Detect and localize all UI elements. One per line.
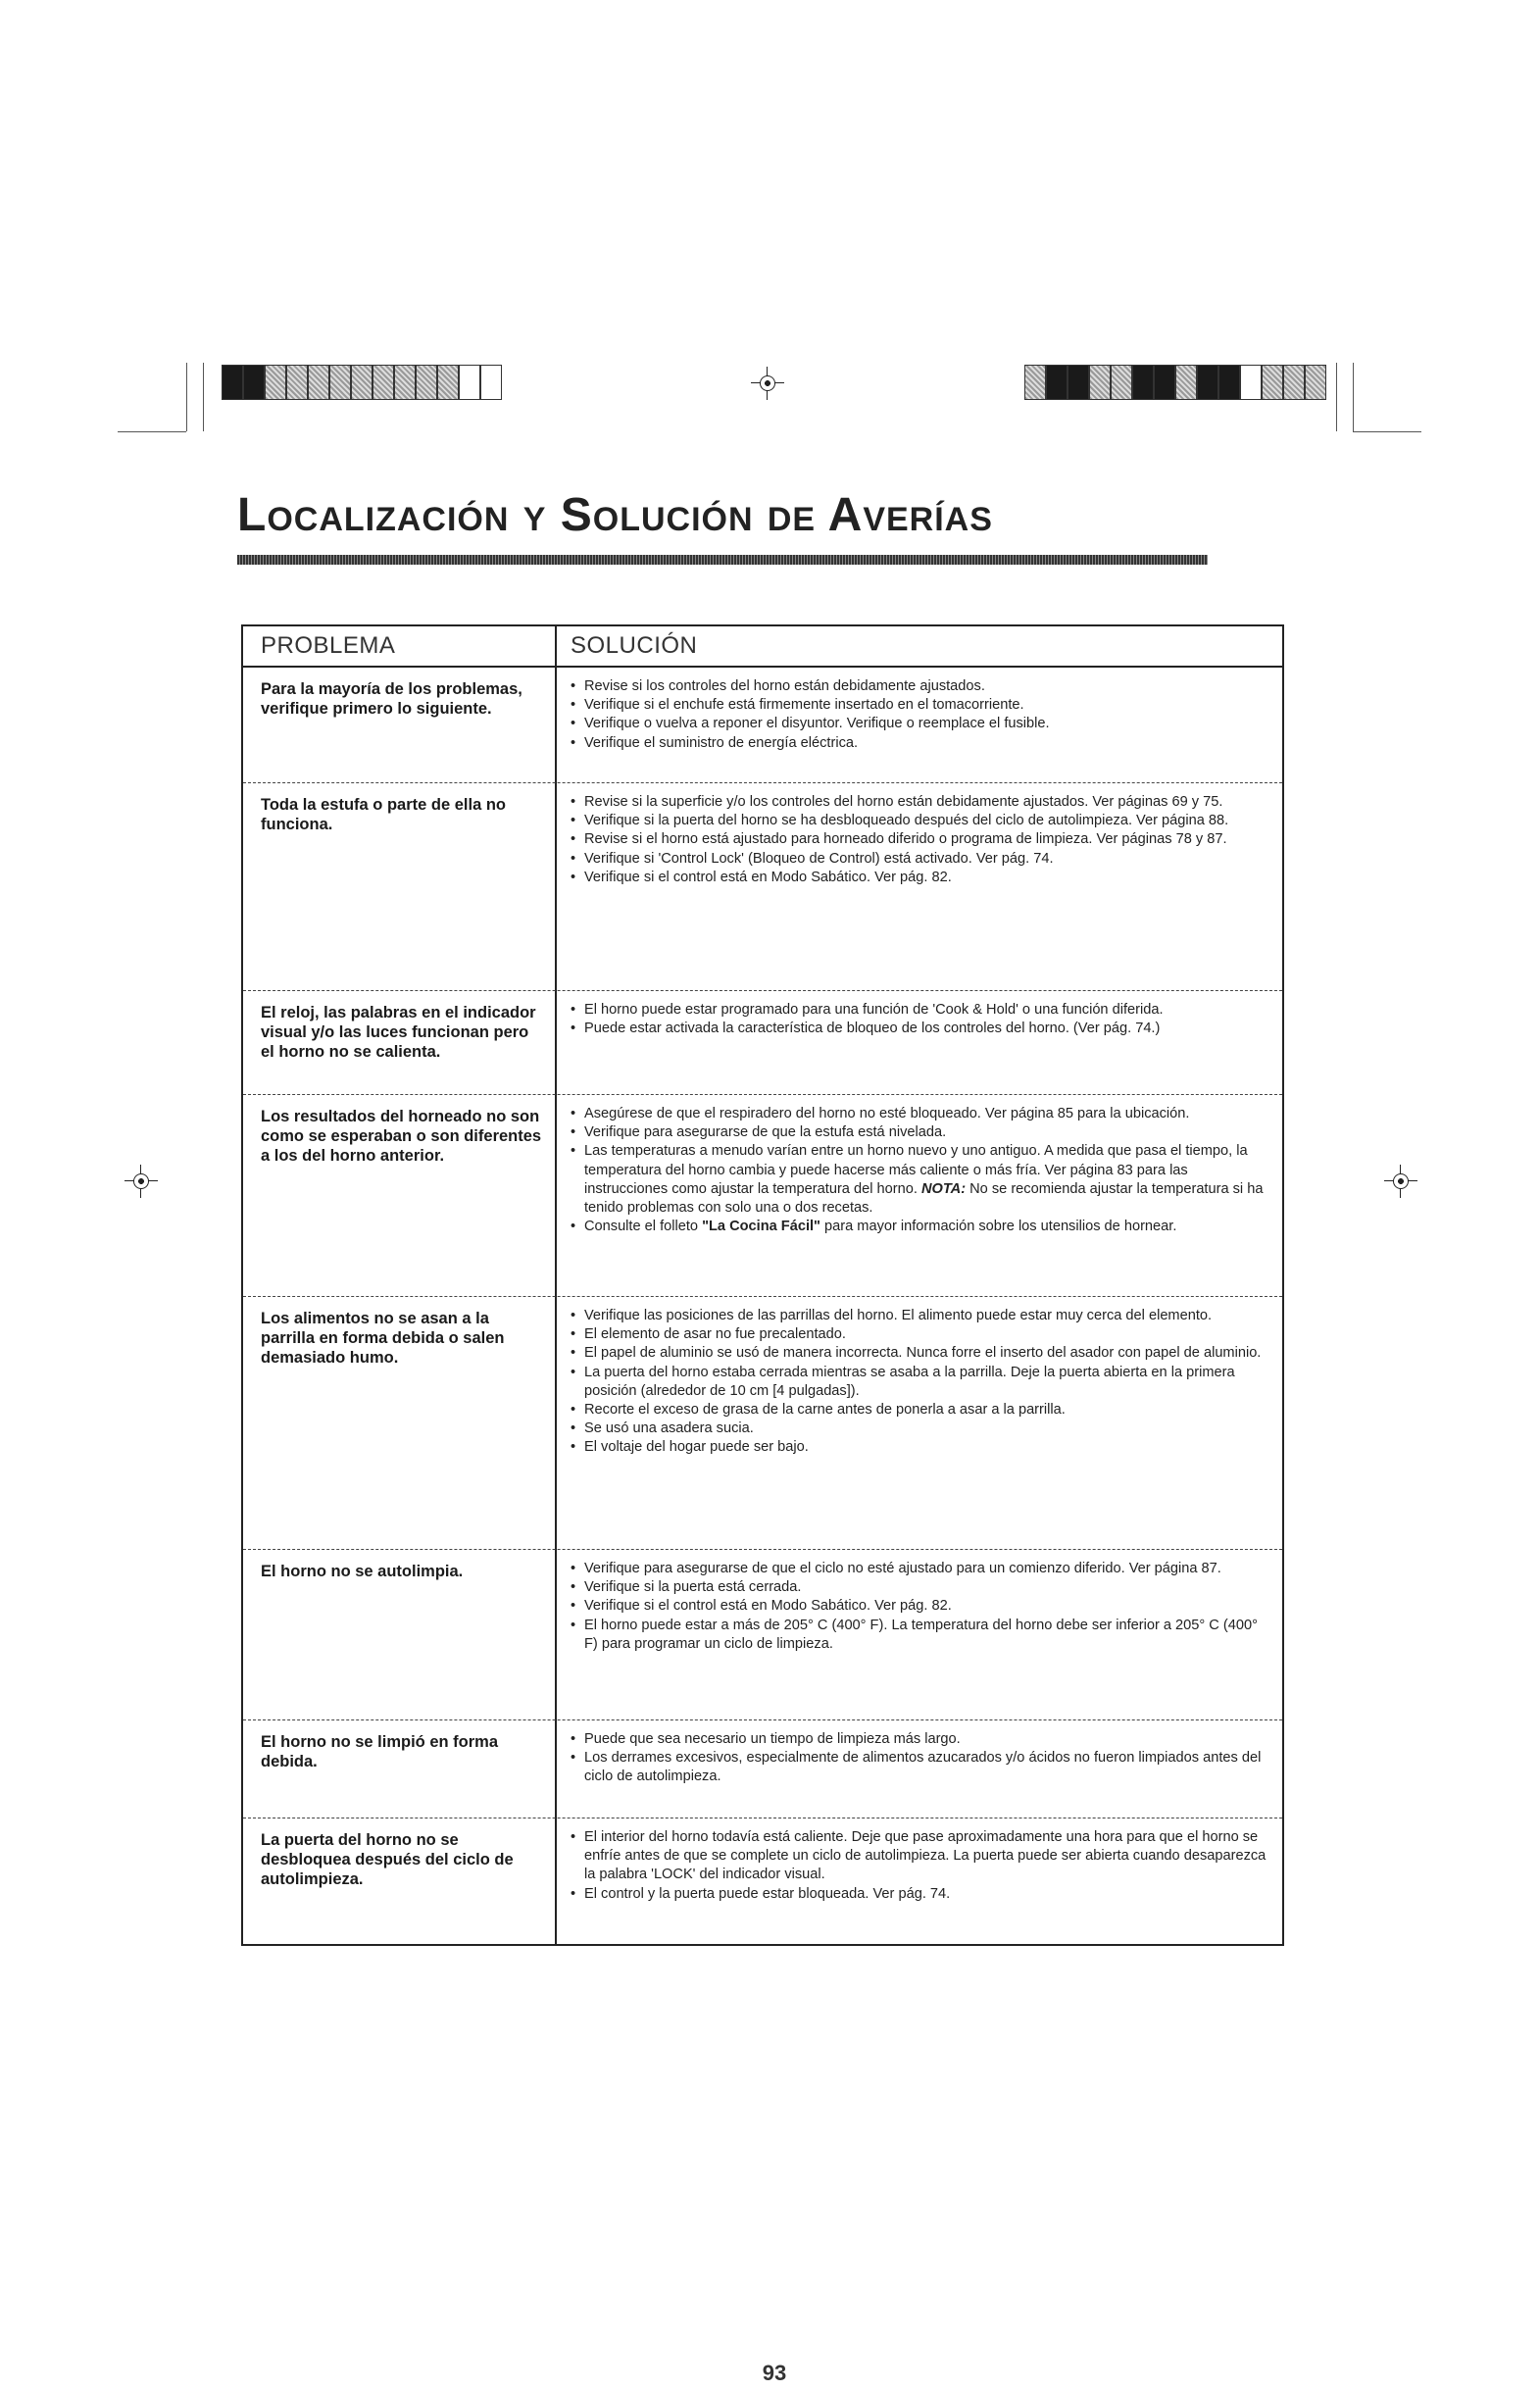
crop-mark [1353, 431, 1421, 432]
solution-item: • Se usó una asadera sucia. [571, 1420, 1271, 1438]
solution-item: • El interior del horno todavía está caliente. Deje que pase aproximadamente una hora para que el horno se enfríe antes de que se complete un ciclo de autolimpieza. La puerta puede ser abierta cuando desaparezca la palabra 'LOCK' del indicador visual. [571, 1828, 1271, 1885]
page-number: 93 [762, 2361, 787, 2385]
problem-text: El horno no se autolimpia. [261, 1563, 464, 1580]
header-solution: SOLUCIÓN [571, 632, 698, 659]
nota-text: No se recomienda ajustar la temperatura si ha tenido problemas con solo una o dos recetas. [584, 1180, 1264, 1217]
troubleshooting-table [241, 624, 1284, 1946]
registration-target-icon [124, 1165, 158, 1198]
solution-item [571, 1142, 1271, 1218]
crop-mark [1353, 363, 1354, 431]
table-row [243, 668, 1282, 783]
solution-list [571, 793, 1271, 887]
problem-text: El reloj, las palabras en el indicador visual y/o las luces funcionan pero el horno no se calienta. [261, 1004, 536, 1061]
solution-item: • Verifique si la puerta está cerrada. [571, 1578, 1271, 1597]
problem-text: Los resultados del horneado no son como se esperaban o son diferentes a los del horno anterior. [261, 1108, 542, 1165]
table-row [243, 1550, 1282, 1720]
table-row [243, 783, 1282, 991]
solution-item: • El elemento de asar no fue precalentado. [571, 1325, 1271, 1344]
solution-text: para mayor información sobre los utensilios de hornear. [824, 1219, 1177, 1235]
problem-text: Para la mayoría de los problemas, verifique primero lo siguiente. [261, 680, 522, 718]
table-row [243, 1095, 1282, 1297]
solution-item: • La puerta del horno estaba cerrada mientras se asaba a la parrilla. Deje la puerta abierta en la primera posición (alrededor de 10 cm [4 pulgadas]). [571, 1364, 1271, 1401]
nota-label: NOTA: [920, 1180, 967, 1197]
solution-item: • Revise si los controles del horno están debidamente ajustados. [571, 677, 1271, 696]
registration-target-icon [751, 367, 784, 400]
solution-item: • Verifique si el control está en Modo Sabático. Ver pág. 82. [571, 1597, 1271, 1616]
solution-list [571, 1307, 1271, 1458]
solution-item: • Verifique o vuelva a reponer el disyuntor. Verifique o reemplace el fusible. [571, 715, 1271, 733]
solution-item: • Puede estar activada la característica de bloqueo de los controles del horno. (Ver pág. 74.) [571, 1020, 1271, 1038]
crop-mark [118, 431, 186, 432]
solution-item: • Verifique si el control está en Modo Sabático. Ver pág. 82. [571, 869, 1271, 887]
page-title: Localización y Solución de Averías [237, 489, 993, 541]
solution-list [571, 1560, 1271, 1654]
solution-item: • Verifique para asegurarse de que el ciclo no esté ajustado para un comienzo diferido. Ver página 87. [571, 1560, 1271, 1578]
problem-text: El horno no se limpió en forma debida. [261, 1733, 499, 1770]
color-registration-bar [222, 365, 502, 400]
crop-mark [1336, 363, 1337, 431]
color-registration-bar [1024, 365, 1326, 400]
solution-item: • Verifique si 'Control Lock' (Bloqueo de Control) está activado. Ver pág. 74. [571, 850, 1271, 869]
solution-item: • El papel de aluminio se usó de manera incorrecta. Nunca forre el inserto del asador con papel de aluminio. [571, 1344, 1271, 1363]
table-row [243, 991, 1282, 1095]
solution-item: • Verifique si el enchufe está firmemente insertado en el tomacorriente. [571, 696, 1271, 715]
solution-item: • Revise si la superficie y/o los controles del horno están debidamente ajustados. Ver páginas 69 y 75. [571, 793, 1271, 812]
solution-list [571, 1001, 1271, 1038]
solution-item: • El control y la puerta puede estar bloqueada. Ver pág. 74. [571, 1885, 1271, 1904]
solution-item: • Recorte el exceso de grasa de la carne antes de ponerla a asar a la parrilla. [571, 1401, 1271, 1420]
solution-list [571, 1828, 1271, 1904]
solution-item: • Verifique las posiciones de las parrillas del horno. El alimento puede estar muy cerca del elemento. [571, 1307, 1271, 1325]
solution-item: • El horno puede estar a más de 205° C (400° F). La temperatura del horno debe ser inferior a 205° C (400° F) para programar un ciclo de limpieza. [571, 1617, 1271, 1654]
solution-list [571, 677, 1271, 753]
solution-item: • Asegúrese de que el respiradero del horno no esté bloqueado. Ver página 85 para la ubicación. [571, 1105, 1271, 1123]
table-header [243, 626, 1282, 668]
problem-text: Los alimentos no se asan a la parrilla en forma debida o salen demasiado humo. [261, 1310, 505, 1367]
crop-mark [203, 363, 204, 431]
solution-item: • Verifique si la puerta del horno se ha desbloqueado después del ciclo de autolimpieza. Ver página 88. [571, 812, 1271, 830]
title-underline [237, 555, 1208, 565]
solution-item: • El horno puede estar programado para una función de 'Cook & Hold' o una función diferida. [571, 1001, 1271, 1020]
solution-item: • El voltaje del hogar puede ser bajo. [571, 1438, 1271, 1457]
solution-text: Las temperaturas a menudo varían entre un horno nuevo y uno antiguo. A medida que pasa el tiempo, la temperatura del horno cambia y puede hacerse más caliente o más fría. Ver página 83 para las instrucciones como ajustar la temperatura del horno. [584, 1143, 1248, 1197]
table-row [243, 1720, 1282, 1818]
table-row [243, 1297, 1282, 1550]
solution-item: • Los derrames excesivos, especialmente de alimentos azucarados y/o ácidos no fueron limpiados antes del ciclo de autolimpieza. [571, 1749, 1271, 1786]
solution-item: • Puede que sea necesario un tiempo de limpieza más largo. [571, 1730, 1271, 1749]
solution-item: • Verifique para asegurarse de que la estufa está nivelada. [571, 1123, 1271, 1142]
header-problem: PROBLEMA [261, 632, 396, 659]
booklet-name: "La Cocina Fácil" [702, 1219, 820, 1235]
table-row [243, 1818, 1282, 1946]
solution-list [571, 1105, 1271, 1236]
solution-list [571, 1730, 1271, 1787]
registration-target-icon [1384, 1165, 1417, 1198]
problem-text: La puerta del horno no se desbloquea después del ciclo de autolimpieza. [261, 1831, 514, 1888]
problem-text: Toda la estufa o parte de ella no funciona. [261, 796, 506, 833]
crop-mark [186, 363, 187, 431]
solution-item: • Verifique el suministro de energía eléctrica. [571, 734, 1271, 753]
solution-text: Consulte el folleto [584, 1219, 699, 1235]
solution-item: • Revise si el horno está ajustado para horneado diferido o programa de limpieza. Ver páginas 78 y 87. [571, 830, 1271, 849]
solution-item [571, 1218, 1271, 1236]
